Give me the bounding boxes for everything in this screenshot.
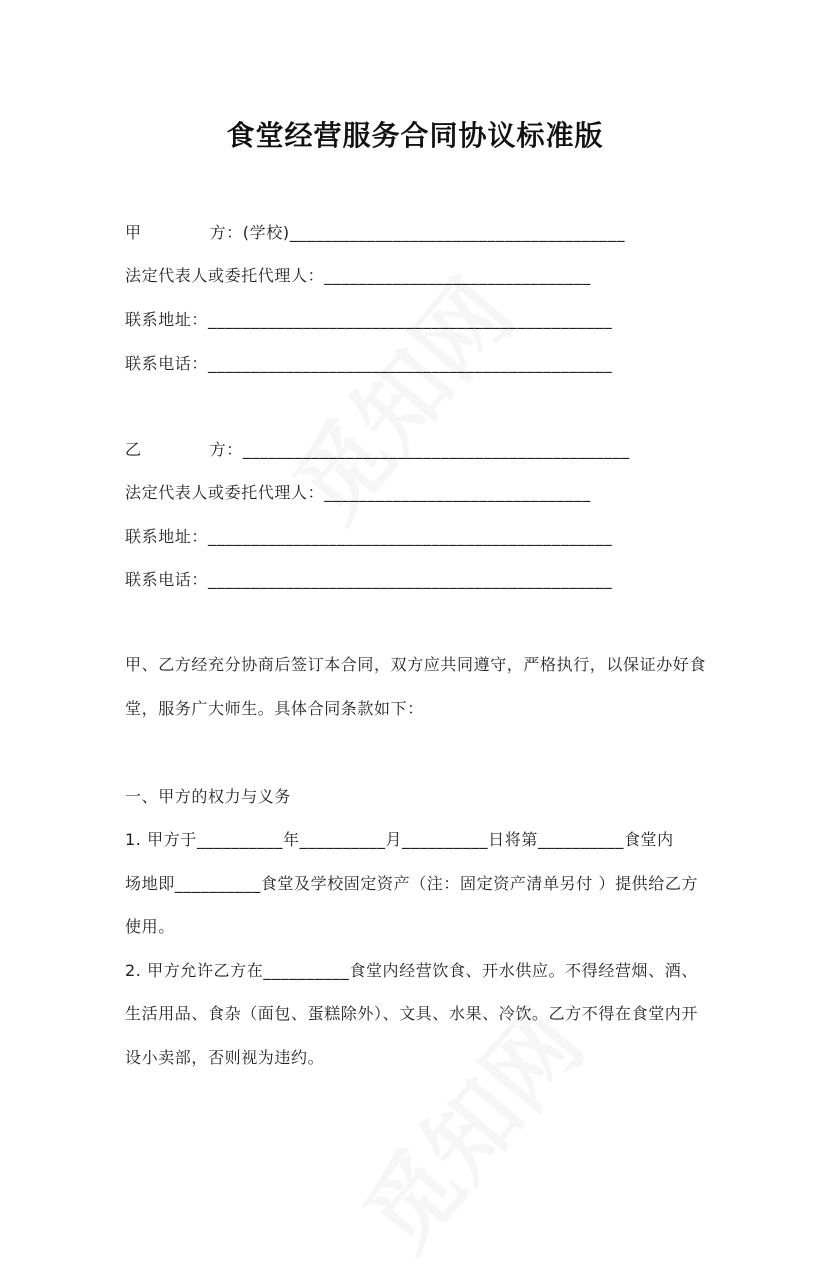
clause-line: 生活用品、食杂（面包、蛋糕除外）、文具、水果、冷饮。乙方不得在食堂内开 bbox=[125, 1004, 699, 1023]
intro-line: 甲、乙方经充分协商后签订本合同，双方应共同遵守，严格执行，以保证办好食 bbox=[125, 655, 707, 674]
clause-line: 设小卖部，否则视为违约。 bbox=[125, 1048, 325, 1067]
clause-line: 场地即__________食堂及学校固定资产（注：固定资产清单另付 ）提供给乙方 bbox=[125, 874, 699, 893]
clause-line: 1. 甲方于__________年__________月__________日将第__________食堂内 bbox=[125, 830, 674, 849]
party-a-phone: 联系电话：_______________________________________________ bbox=[125, 354, 613, 373]
clause-line: 2. 甲方允许乙方在__________食堂内经营饮食、开水供应。不得经营烟、酒、 bbox=[125, 961, 698, 980]
party-a-field: 方：(学校)_______________________________________ bbox=[209, 223, 626, 242]
party-a-label: 甲 bbox=[125, 223, 142, 242]
party-b-line bbox=[125, 439, 630, 461]
intro-line: 堂，服务广大师生。具体合同条款如下： bbox=[125, 699, 424, 718]
document-title: 食堂经营服务合同协议标准版 bbox=[226, 119, 604, 152]
party-a-representative: 法定代表人或委托代理人：_______________________________ bbox=[125, 266, 591, 285]
party-b-representative: 法定代表人或委托代理人：_______________________________ bbox=[125, 483, 591, 502]
party-a-line bbox=[125, 222, 625, 244]
party-a-address: 联系地址：_______________________________________________ bbox=[125, 310, 613, 329]
party-b-label: 乙 bbox=[125, 440, 142, 459]
party-b-address: 联系地址：_______________________________________________ bbox=[125, 527, 613, 546]
party-b-field: 方：_____________________________________________ bbox=[209, 440, 630, 459]
section-heading: 一、甲方的权力与义务 bbox=[125, 787, 292, 806]
clause-line: 使用。 bbox=[125, 917, 175, 936]
party-b-phone: 联系电话：_______________________________________________ bbox=[125, 570, 613, 589]
